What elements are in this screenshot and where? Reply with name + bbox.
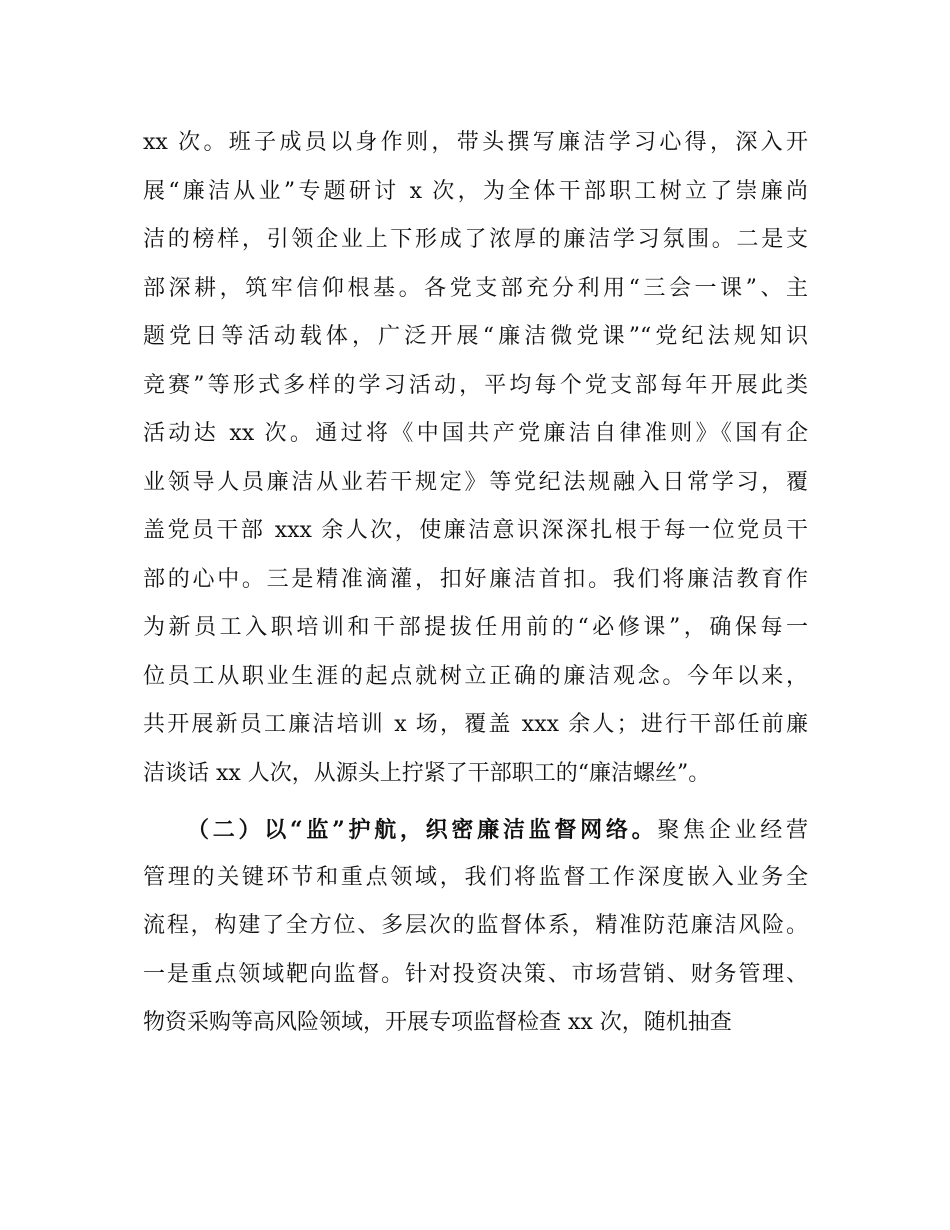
text-line: 部深耕，筑牢信仰根基。各党支部充分利用“三会一课”、主 — [143, 276, 808, 301]
text-line: 为新员工入职培训和干部提拔任用前的“必修课”，确保每一 — [143, 615, 808, 640]
text-line: 物资采购等高风险领域，开展专项监督检查 xx 次，随机抽查 — [143, 1010, 732, 1035]
text-line: 洁的榜样，引领企业上下形成了浓厚的廉洁学习氛围。二是支 — [143, 227, 808, 252]
text-line: 管理的关键环节和重点领域，我们将监督工作深度嵌入业务全 — [143, 865, 808, 890]
text-line: 活动达 xx 次。通过将《中国共产党廉洁自律准则》《国有企 — [143, 421, 808, 446]
text-line: 展“廉洁从业”专题研讨 x 次，为全体干部职工树立了崇廉尚 — [143, 179, 808, 204]
text-line: 一是重点领域靶向监督。针对投资决策、市场营销、财务管理、 — [143, 962, 808, 987]
text-line: 位员工从职业生涯的起点就树立正确的廉洁观念。今年以来， — [143, 664, 808, 689]
text-line: 盖党员干部 xxx 余人次，使廉洁意识深深扎根于每一位党员干 — [143, 518, 808, 543]
text-line: 共开展新员工廉洁培训 x 场，覆盖 xxx 余人；进行干部任前廉 — [143, 712, 808, 737]
text-line: xx 次。班子成员以身作则，带头撰写廉洁学习心得，深入开 — [143, 130, 808, 155]
text-line: 流程，构建了全方位、多层次的监督体系，精准防范廉洁风险。 — [143, 913, 808, 938]
text-line: 洁谈话 xx 人次，从源头上拧紧了干部职工的“廉洁螺丝”。 — [143, 761, 711, 786]
text-line: 竞赛”等形式多样的学习活动，平均每个党支部每年开展此类 — [143, 373, 808, 398]
text-run: 聚焦企业经营 — [657, 818, 808, 843]
text-line: 题党日等活动载体，广泛开展“廉洁微党课”“党纪法规知识 — [143, 324, 808, 349]
section-heading: （二）以“监”护航，织密廉洁监督网络。 — [187, 817, 658, 843]
text-line: 业领导人员廉洁从业若干规定》等党纪法规融入日常学习，覆 — [143, 470, 808, 495]
text-line — [187, 817, 808, 844]
text-line: 部的心中。三是精准滴灌，扣好廉洁首扣。我们将廉洁教育作 — [143, 567, 808, 592]
